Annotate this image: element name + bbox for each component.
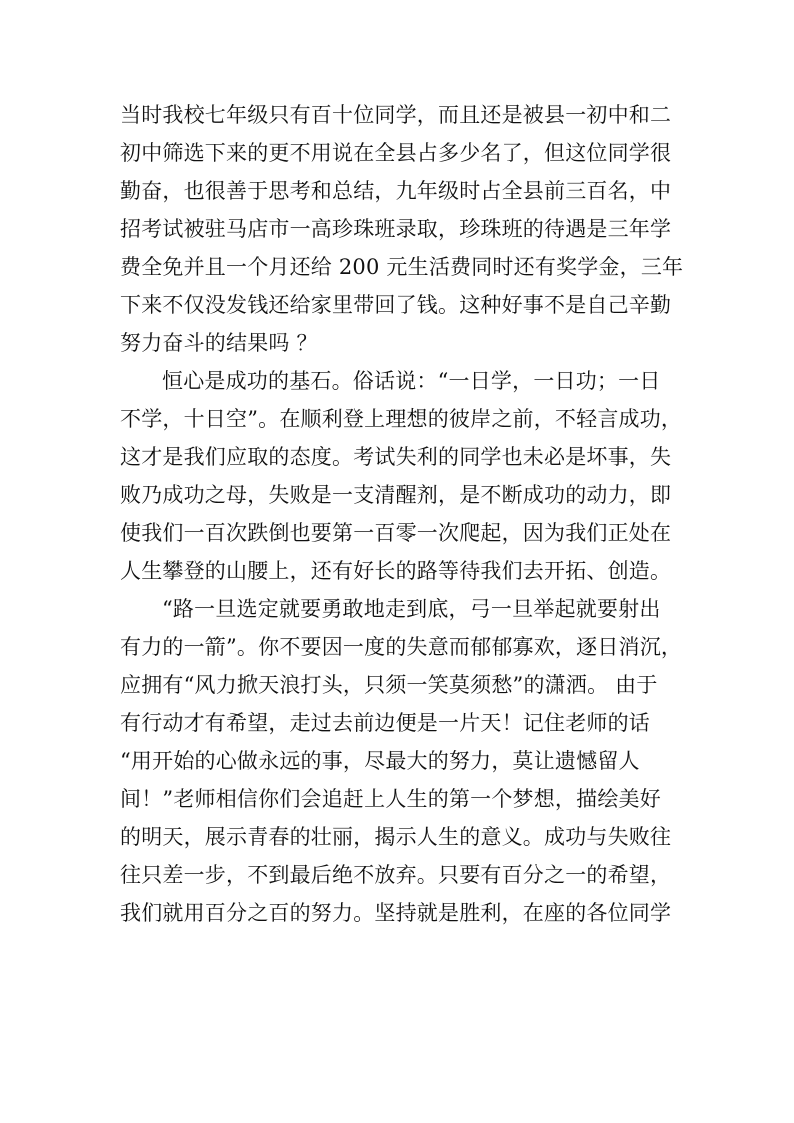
- paragraph-first-line: 恒心是成功的基石。俗话说：“一日学，一日功；一日: [162, 369, 661, 393]
- text-line: 招考试被驻马店市一高珍珠班录取，珍珠班的待遇是三年学: [120, 217, 672, 241]
- text-line: 的明天，展示青春的壮丽，揭示人生的意义。成功与失败往: [120, 825, 672, 849]
- text-line: 间！”老师相信你们会追赶上人生的第一个梦想，描绘美好: [120, 787, 661, 811]
- text-line: 当时我校七年级只有百十位同学，而且还是被县一初中和二: [120, 103, 672, 127]
- text-line: 使我们一百次跌倒也要第一百零一次爬起，因为我们正处在: [120, 521, 672, 545]
- text-line: 这才是我们应取的态度。考试失利的同学也未必是坏事，失: [120, 445, 672, 469]
- text-line: 往只差一步，不到最后绝不放弃。只要有百分之一的希望，: [120, 863, 672, 887]
- text-line: 勤奋，也很善于思考和总结，九年级时占全县前三百名，中: [120, 179, 672, 203]
- text-line: 不学，十日空”。在顺利登上理想的彼岸之前，不轻言成功，: [120, 407, 683, 431]
- text-line: 有力的一箭”。你不要因一度的失意而郁郁寡欢，逐日消沉，: [120, 635, 683, 659]
- text-line: 人生攀登的山腰上，还有好长的路等待我们去开拓、创造。: [120, 559, 672, 583]
- text-line: 败乃成功之母，失败是一支清醒剂，是不断成功的动力，即: [120, 483, 672, 507]
- text-line: 下来不仅没发钱还给家里带回了钱。这种好事不是自己辛勤: [120, 293, 672, 317]
- text-line: 有行动才有希望，走过去前边便是一片天！记住老师的话: [120, 711, 650, 735]
- text-line: 费全免并且一个月还给 200 元生活费同时还有奖学金，三年: [120, 255, 684, 279]
- text-line: “用开始的心做永远的事，尽最大的努力，莫让遗憾留人: [120, 749, 640, 773]
- text-line: 努力奋斗的结果吗 ？: [120, 331, 318, 355]
- paragraph-first-line: “路一旦选定就要勇敢地走到底，弓一旦举起就要射出: [162, 597, 661, 621]
- text-line: 应拥有“风力掀天浪打头，只须一笑莫须愁”的潇洒。 由于: [120, 673, 658, 697]
- text-line: 初中筛选下来的更不用说在全县占多少名了，但这位同学很: [120, 141, 672, 165]
- text-line: 我们就用百分之百的努力。坚持就是胜利，在座的各位同学: [120, 901, 672, 925]
